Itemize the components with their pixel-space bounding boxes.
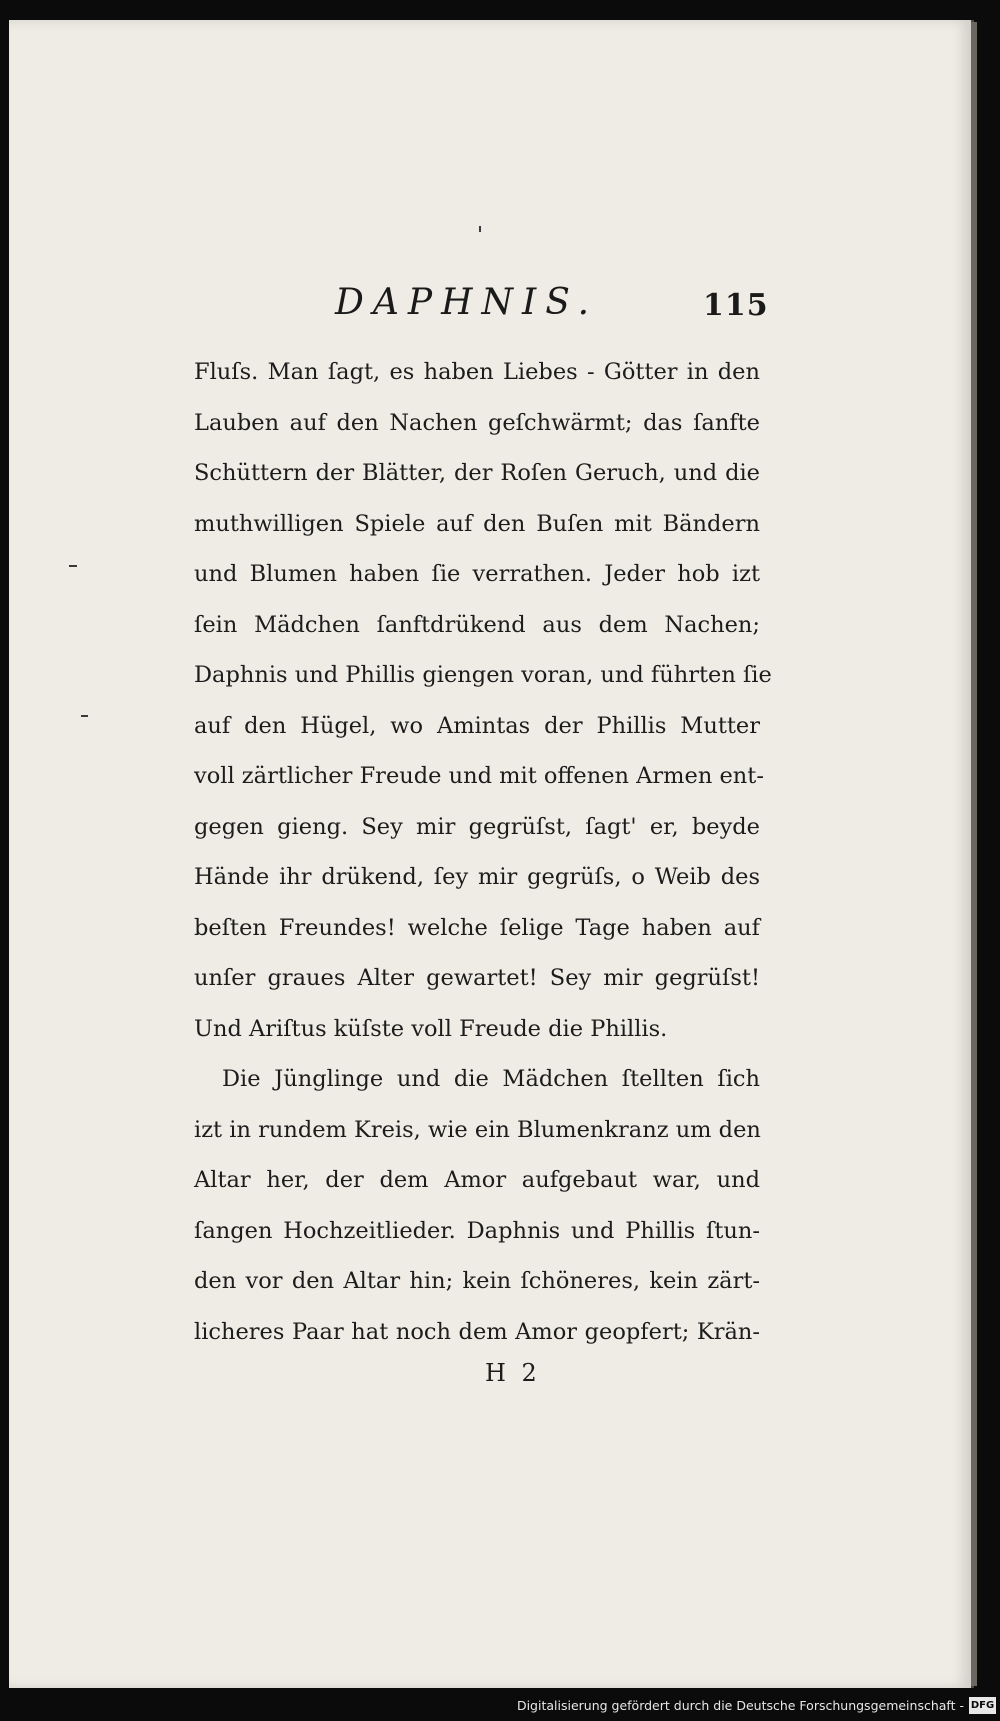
text-line: auf den Hügel, wo Amintas der Phillis Mutter bbox=[194, 712, 760, 739]
text-line: den vor den Altar hin; kein ſchöneres, kein zärt- bbox=[194, 1268, 760, 1294]
text-line: muthwilligen Spiele auf den Buſen mit Bändern bbox=[194, 510, 760, 537]
paper-speck bbox=[69, 565, 77, 567]
footer-bar bbox=[0, 1694, 1000, 1721]
text-line: gegen gieng. Sey mir gegrüſst, ſagt' er, beyde bbox=[194, 813, 760, 840]
text-line: beſten Freundes! welche ſelige Tage haben auf bbox=[194, 914, 760, 941]
text-line: izt in rundem Kreis, wie ein Blumenkranz um den bbox=[194, 1116, 761, 1143]
book-page bbox=[9, 20, 974, 1688]
text-line: ſangen Hochzeitlieder. Daphnis und Phillis ſtun- bbox=[194, 1217, 760, 1244]
text-line: Hände ihr drükend, ſey mir gegrüſs, o Weib des bbox=[194, 864, 760, 890]
signature-mark: H 2 bbox=[485, 1359, 541, 1387]
page-edge bbox=[971, 22, 977, 1686]
footer-credit: Digitalisierung gefördert durch die Deutsche Forschungsgemeinschaft - bbox=[516, 1698, 964, 1713]
body-text bbox=[194, 347, 772, 1357]
text-line: voll zärtlicher Freude und mit offenen Armen ent- bbox=[194, 763, 764, 789]
text-line: Lauben auf den Nachen geſchwärmt; das ſanfte bbox=[194, 409, 760, 436]
text-line: und Blumen haben ſie verrathen. Jeder hob izt bbox=[194, 561, 760, 587]
text-line: Die Jünglinge und die Mädchen ſtellten ſich bbox=[222, 1066, 760, 1092]
text-line: Schüttern der Blätter, der Roſen Geruch, und die bbox=[194, 460, 760, 486]
text-line: Und Ariſtus küſste voll Freude die Phillis. bbox=[194, 1015, 668, 1042]
text-line: Altar her, der dem Amor aufgebaut war, und bbox=[194, 1167, 760, 1193]
page-header bbox=[9, 282, 971, 332]
running-title: DAPHNIS. bbox=[335, 282, 599, 323]
text-line: Daphnis und Phillis giengen voran, und führten ſie bbox=[194, 662, 772, 688]
text-line: ſein Mädchen ſanftdrükend aus dem Nachen; bbox=[194, 611, 760, 638]
text-line: licheres Paar hat noch dem Amor geopfert; Krän- bbox=[194, 1318, 760, 1345]
dfg-logo: DFG bbox=[969, 1697, 996, 1714]
page-number: 115 bbox=[703, 288, 769, 323]
text-line: unſer graues Alter gewartet! Sey mir gegrüſst! bbox=[194, 965, 760, 991]
text-line: Fluſs. Man ſagt, es haben Liebes - Götter in den bbox=[194, 359, 760, 385]
paper-speck bbox=[479, 226, 481, 232]
paper-speck bbox=[81, 715, 88, 717]
